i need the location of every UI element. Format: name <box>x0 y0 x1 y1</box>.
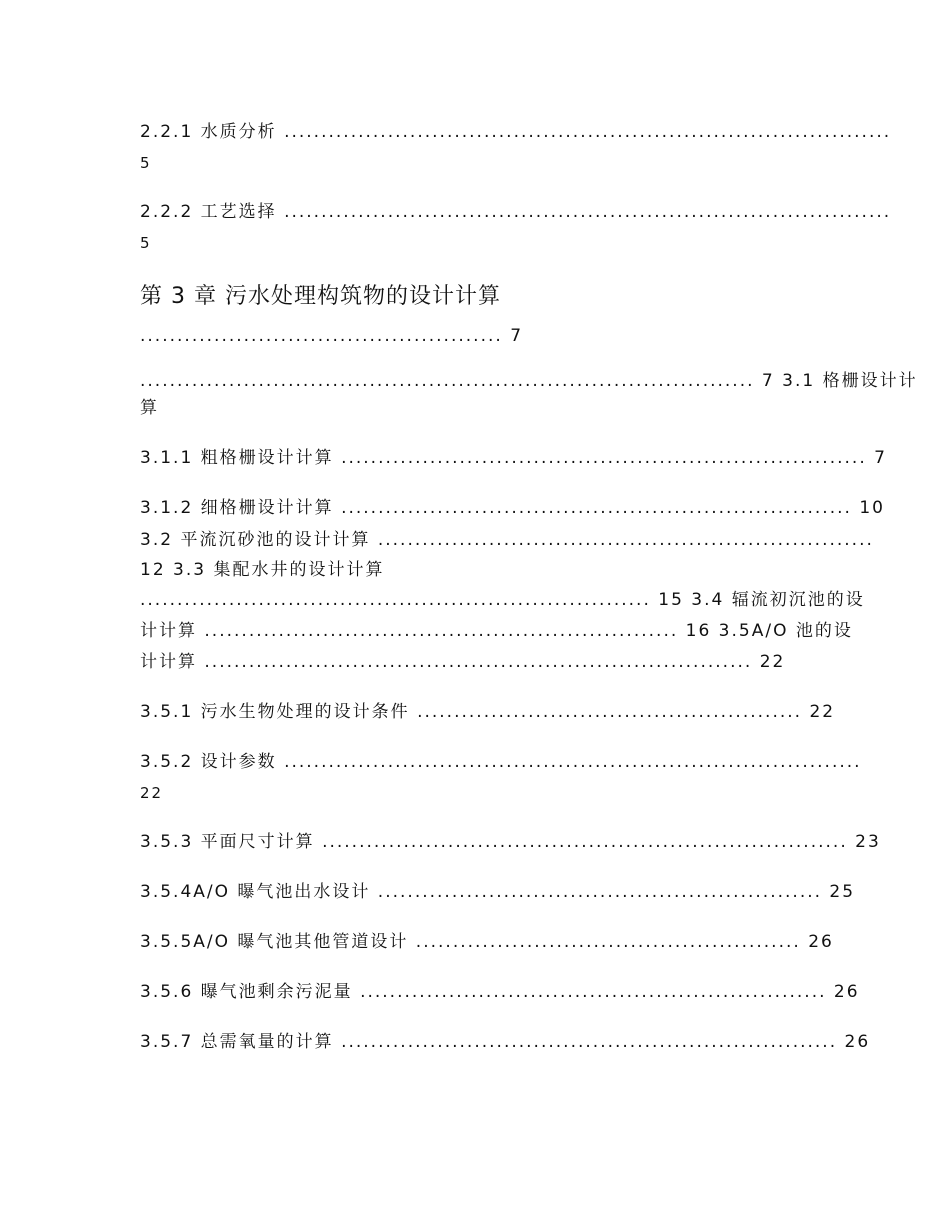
toc-entry-3-5-3: 3.5.3 平面尺寸计算 ....................................................................... 23 <box>140 832 881 852</box>
toc-entry-3-5-4: 3.5.4A/O 曝气池出水设计 ............................................................ 25 <box>140 882 856 902</box>
toc-entry-3-5-1: 3.5.1 污水生物处理的设计条件 .................................................... 22 <box>140 702 836 722</box>
toc-page-number: 5 <box>140 154 152 172</box>
chapter-3-heading: 第 3 章 污水处理构筑物的设计计算 <box>140 284 501 309</box>
toc-entry-3-5-5: 3.5.5A/O 曝气池其他管道设计 .................................................... 26 <box>140 932 834 952</box>
toc-entry-3-1-2: 3.1.2 细格栅设计计算 ..................................................................... 10 <box>140 498 885 518</box>
toc-entry-3-5: 计计算 ................................................................ 16 3.5A/O 池的设 <box>140 621 853 641</box>
toc-entry-continuation: 算 <box>140 398 159 418</box>
toc-entry-3-2: 3.2 平流沉砂池的设计计算 ................................................................... <box>140 530 874 550</box>
toc-page-number: 22 <box>140 784 164 802</box>
toc-entry-2-2-1: 2.2.1 水质分析 .................................................................................. <box>140 122 892 142</box>
toc-dots-line: ................................................. 7 <box>140 326 524 346</box>
toc-entry-3-1: ................................................................................... 7 3.1 格栅设计计 <box>140 371 918 391</box>
toc-entry-3-3: 12 3.3 集配水井的设计计算 <box>140 560 385 580</box>
toc-entry-3-1-1: 3.1.1 粗格栅设计计算 ....................................................................... 7 <box>140 448 887 468</box>
toc-entry-2-2-2: 2.2.2 工艺选择 .................................................................................. <box>140 202 892 222</box>
toc-entry-3-4: ..................................................................... 15 3.4 辐流初沉池的设 <box>140 590 865 610</box>
toc-page-number: 5 <box>140 234 152 252</box>
toc-entry-continuation: 计计算 .......................................................................... 22 <box>140 652 786 672</box>
toc-entry-3-5-6: 3.5.6 曝气池剩余污泥量 ............................................................... 26 <box>140 982 860 1002</box>
toc-entry-3-5-2: 3.5.2 设计参数 .............................................................................. <box>140 752 862 772</box>
toc-entry-3-5-7: 3.5.7 总需氧量的计算 ................................................................... 26 <box>140 1032 871 1052</box>
